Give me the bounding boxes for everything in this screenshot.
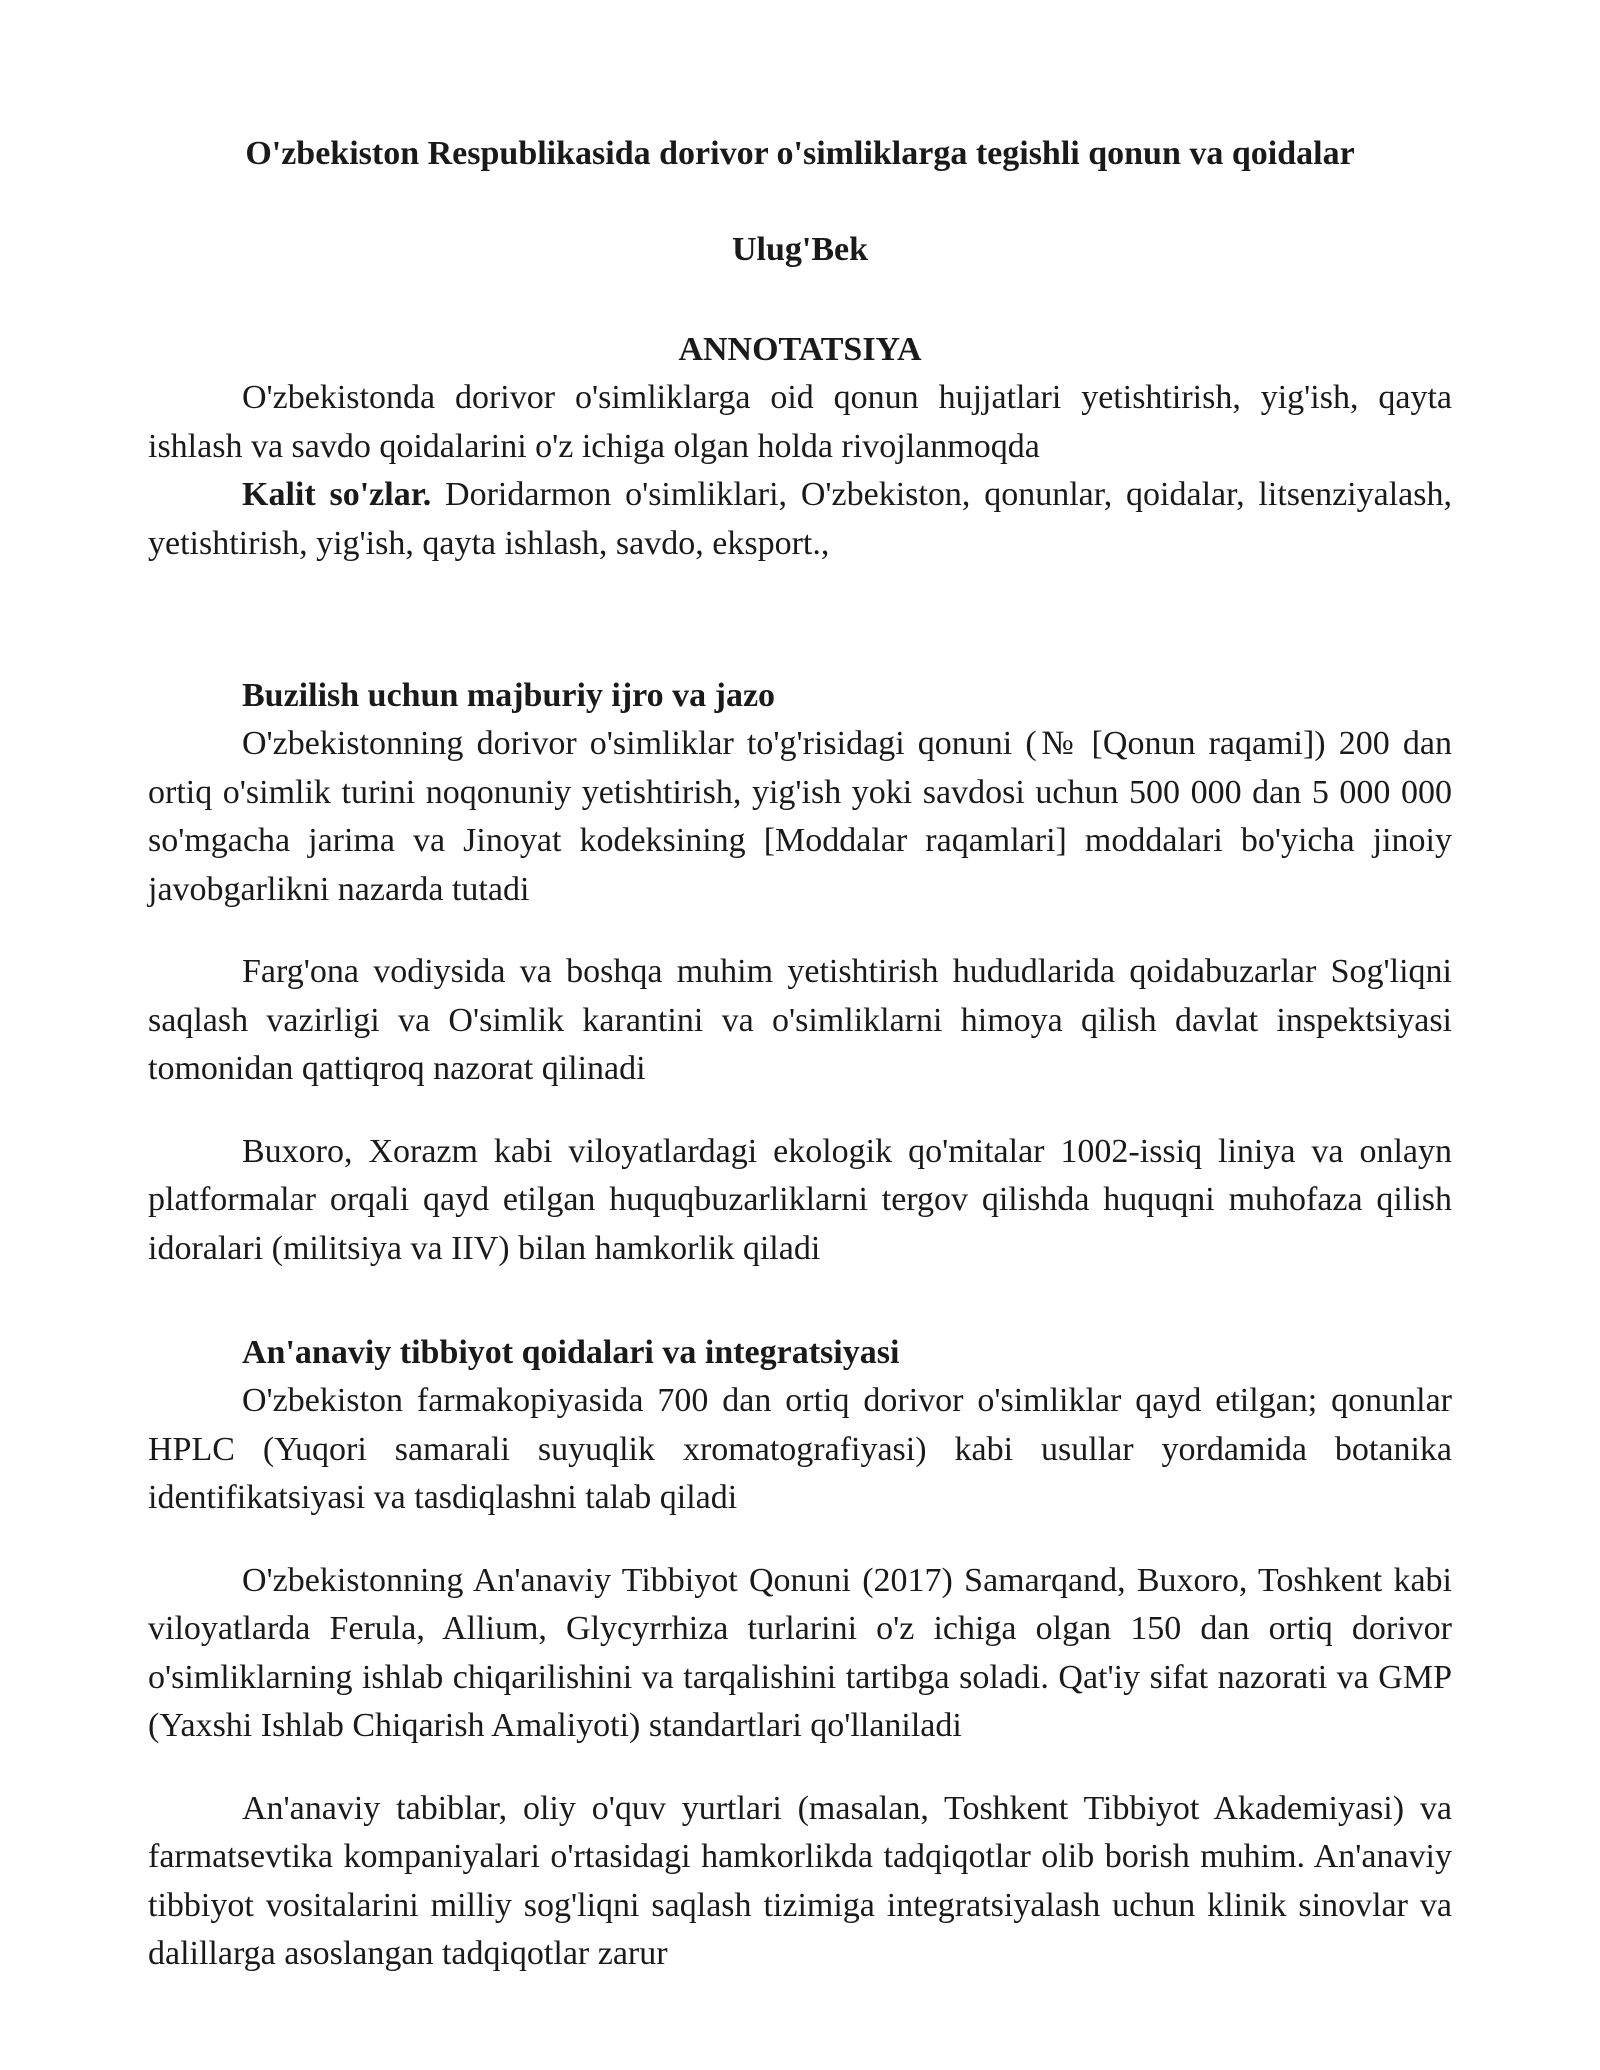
section-heading-enforcement: Buzilish uchun majburiy ijro va jazo	[242, 677, 776, 714]
author-name: Ulug'Bek	[731, 231, 869, 268]
paragraph-enforcement-2: Farg'ona vodiysida va boshqa muhim yetishtirish hududlarida qoidabuzarlar Sog'liqni saqlash vazirligi va O'simlik karantini va o'simliklarni himoya qilish davlat inspektsiyasi tomonidan qattiqroq nazorat qilinadi	[148, 953, 1452, 1087]
document-page	[148, 130, 1452, 1979]
keywords-text: Doridarmon o'simliklari, O'zbekiston, qonunlar, qoidalar, litsenziyalash, yetishtirish, yig'ish, qayta ishlash, savdo, eksport.,	[148, 476, 1452, 562]
paragraph-traditional-2: O'zbekistonning An'anaviy Tibbiyot Qonuni (2017) Samarqand, Buxoro, Toshkent kabi viloyatlarda Ferula, Allium, Glycyrrhiza turlarini o'z ichiga olgan 150 dan ortiq dorivor o'simliklarning ishlab chiqarilishini va tarqalishini tartibga soladi. Qat'iy sifat nazorati va GMP (Yaxshi Ishlab Chiqarish Amaliyoti) standartlari qo'llaniladi	[148, 1561, 1452, 1744]
annotation-heading: ANNOTATSIYA	[678, 331, 922, 368]
keywords-paragraph	[148, 471, 1452, 568]
annotation-text: O'zbekistonda dorivor o'simliklarga oid qonun hujjatlari yetishtirish, yig'ish, qayta ishlash va savdo qoidalarini o'z ichiga olgan holda rivojlanmoqda	[148, 379, 1452, 465]
paragraph-enforcement-3: Buxoro, Xorazm kabi viloyatlardagi ekologik qo'mitalar 1002-issiq liniya va onlayn platformalar orqali qayd etilgan huquqbuzarliklarni tergov qilishda huquqni muhofaza qilish idoralari (militsiya va IIV) bilan hamkorlik qiladi	[148, 1132, 1452, 1267]
paragraph-traditional-1: O'zbekiston farmakopiyasida 700 dan ortiq dorivor o'simliklar qayd etilgan; qonunlar HPLC (Yuqori samarali suyuqlik xromatografiyasi) kabi usullar yordamida botanika identifikatsiyasi va tasdiqlashni talab qiladi	[148, 1382, 1452, 1516]
paragraph-traditional-3: An'anaviy tabiblar, oliy o'quv yurtlari (masalan, Toshkent Tibbiyot Akademiyasi) va farmatsevtika kompaniyalari o'rtasidagi hamkorlikda tadqiqotlar olib borish muhim. An'anaviy tibbiyot vositalarini milliy sog'liqni saqlash tizimiga integratsiyalash uchun klinik sinovlar va dalillarga asoslangan tadqiqotlar zarur	[148, 1789, 1452, 1972]
paragraph-enforcement-1: O'zbekistonning dorivor o'simliklar to'g'risidagi qonuni (№ [Qonun raqami]) 200 dan ortiq o'simlik turini noqonuniy yetishtirish, yig'ish yoki savdosi uchun 500 000 dan 5 000 000 so'mgacha jarima va Jinoyat kodeksining [Moddalar raqamlari] moddalari bo'yicha jinoiy javobgarlikni nazarda tutadi	[148, 725, 1452, 908]
section-heading-traditional-medicine: An'anaviy tibbiyot qoidalari va integratsiyasi	[242, 1334, 900, 1371]
document-title: O'zbekiston Respublikasida dorivor o'simliklarga tegishli qonun va qoidalar	[245, 135, 1355, 172]
keywords-label: Kalit so'zlar.	[242, 476, 432, 513]
